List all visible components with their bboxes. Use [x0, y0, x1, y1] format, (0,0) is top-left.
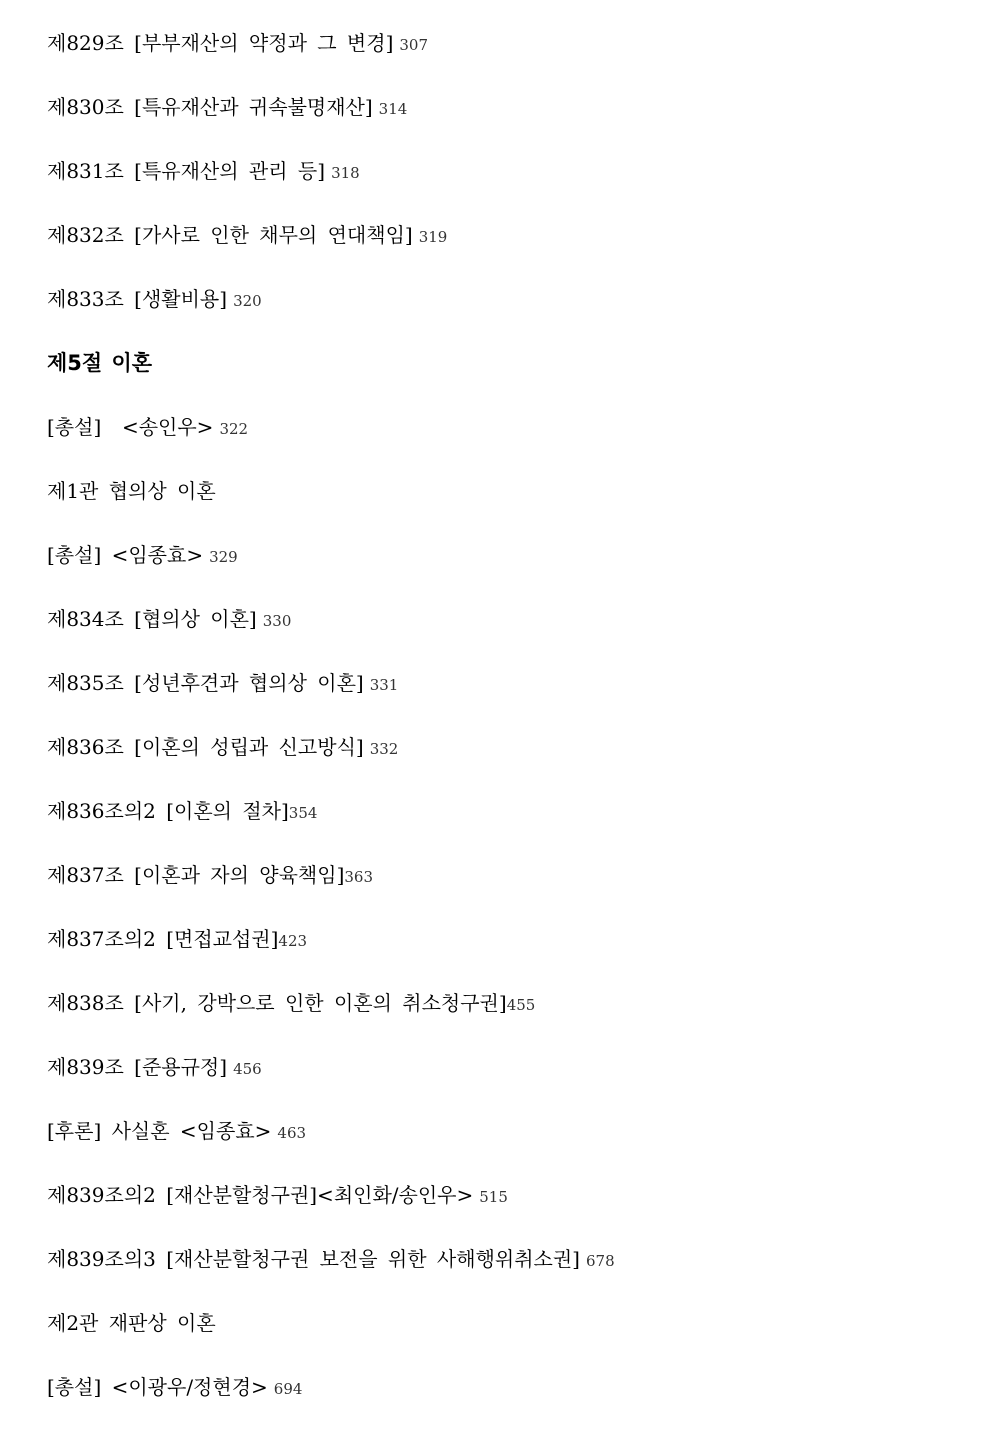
toc-entry-839 [47, 1048, 947, 1112]
toc-entry-837 [47, 856, 947, 920]
toc-entry-title: [후론] 사실혼 <임종효> [47, 1119, 272, 1143]
toc-entry-page: 318 [331, 164, 360, 182]
toc-entry-838 [47, 984, 947, 1048]
toc-entry-title: 제839조의3 [재산분할청구권 보전을 위한 사해행위취소권] [47, 1247, 580, 1271]
toc-entry-829 [47, 24, 947, 88]
toc-entry-830 [47, 88, 947, 152]
toc-entry-overview [47, 1368, 947, 1432]
toc-entry-title: 제834조 [협의상 이혼] [47, 607, 257, 631]
toc-entry-title: 제835조 [성년후견과 협의상 이혼] [47, 671, 364, 695]
toc-entry-page: 331 [369, 676, 399, 694]
toc-entry-page: 320 [233, 292, 262, 310]
toc-entry-839-2 [47, 1176, 947, 1240]
subsection-heading-consensual-divorce [47, 472, 947, 536]
toc-entry-page: 307 [399, 36, 429, 54]
toc-entry-page: 354 [288, 804, 318, 822]
toc-entry-833 [47, 280, 947, 344]
toc-entry-page: 423 [278, 932, 308, 950]
toc-entry-page: 456 [233, 1060, 262, 1078]
toc-entry-834 [47, 600, 947, 664]
toc-entry-page: 515 [479, 1188, 508, 1206]
subsection-heading-judicial-divorce [47, 1304, 947, 1368]
toc-entry-page: 678 [585, 1252, 615, 1270]
toc-entry-page: 455 [506, 996, 536, 1014]
toc-entry-page: 463 [277, 1124, 307, 1142]
toc-entry-title: [총설] <임종효> [47, 543, 204, 567]
toc-entry-page: 694 [273, 1380, 303, 1398]
toc-entry-831 [47, 152, 947, 216]
toc-entry-title: 제830조 [특유재산과 귀속불명재산] [47, 95, 373, 119]
toc-entry-title: 제836조의2 [이혼의 절차] [47, 799, 289, 823]
toc-entry-overview [47, 408, 947, 472]
toc-entry-title: 제833조 [생활비용] [47, 287, 228, 311]
toc-entry-page: 319 [418, 228, 448, 246]
toc-entry-title: [총설] <송인우> [47, 415, 214, 439]
toc-entry-page: 314 [378, 100, 408, 118]
section-heading-title: 제5절 이혼 [47, 351, 153, 375]
toc-entry-832 [47, 216, 947, 280]
toc-entry-title: 제837조 [이혼과 자의 양육책임] [47, 863, 345, 887]
toc-entry-postscript [47, 1112, 947, 1176]
toc-entry-title: 제838조 [사기, 강박으로 인한 이혼의 취소청구권] [47, 991, 507, 1015]
toc-entry-839-3 [47, 1240, 947, 1304]
toc-entry-page: 332 [369, 740, 399, 758]
toc-entry-title: [총설] <이광우/정현경> [47, 1375, 268, 1399]
section-heading-divorce [47, 344, 947, 408]
toc-entry-836-2 [47, 792, 947, 856]
toc-entry-title: 제839조 [준용규정] [47, 1055, 228, 1079]
toc-entry-837-2 [47, 920, 947, 984]
toc-entry-title: 제829조 [부부재산의 약정과 그 변경] [47, 31, 394, 55]
toc-entry-title: 제837조의2 [면접교섭권] [47, 927, 279, 951]
toc-entry-page: 329 [209, 548, 238, 566]
toc-entry-title: 제839조의2 [재산분할청구권]<최인화/송인우> [47, 1183, 474, 1207]
subsection-heading-title: 제1관 협의상 이혼 [47, 479, 216, 503]
toc-entry-title: 제832조 [가사로 인한 채무의 연대책임] [47, 223, 413, 247]
toc-entry-overview [47, 536, 947, 600]
toc-entry-title: 제836조 [이혼의 성립과 신고방식] [47, 735, 364, 759]
toc-entry-836 [47, 728, 947, 792]
table-of-contents [47, 24, 947, 1432]
toc-entry-page: 363 [344, 868, 374, 886]
subsection-heading-title: 제2관 재판상 이혼 [47, 1311, 216, 1335]
toc-entry-835 [47, 664, 947, 728]
toc-entry-title: 제831조 [특유재산의 관리 등] [47, 159, 326, 183]
toc-entry-page: 330 [262, 612, 292, 630]
toc-entry-page: 322 [219, 420, 249, 438]
